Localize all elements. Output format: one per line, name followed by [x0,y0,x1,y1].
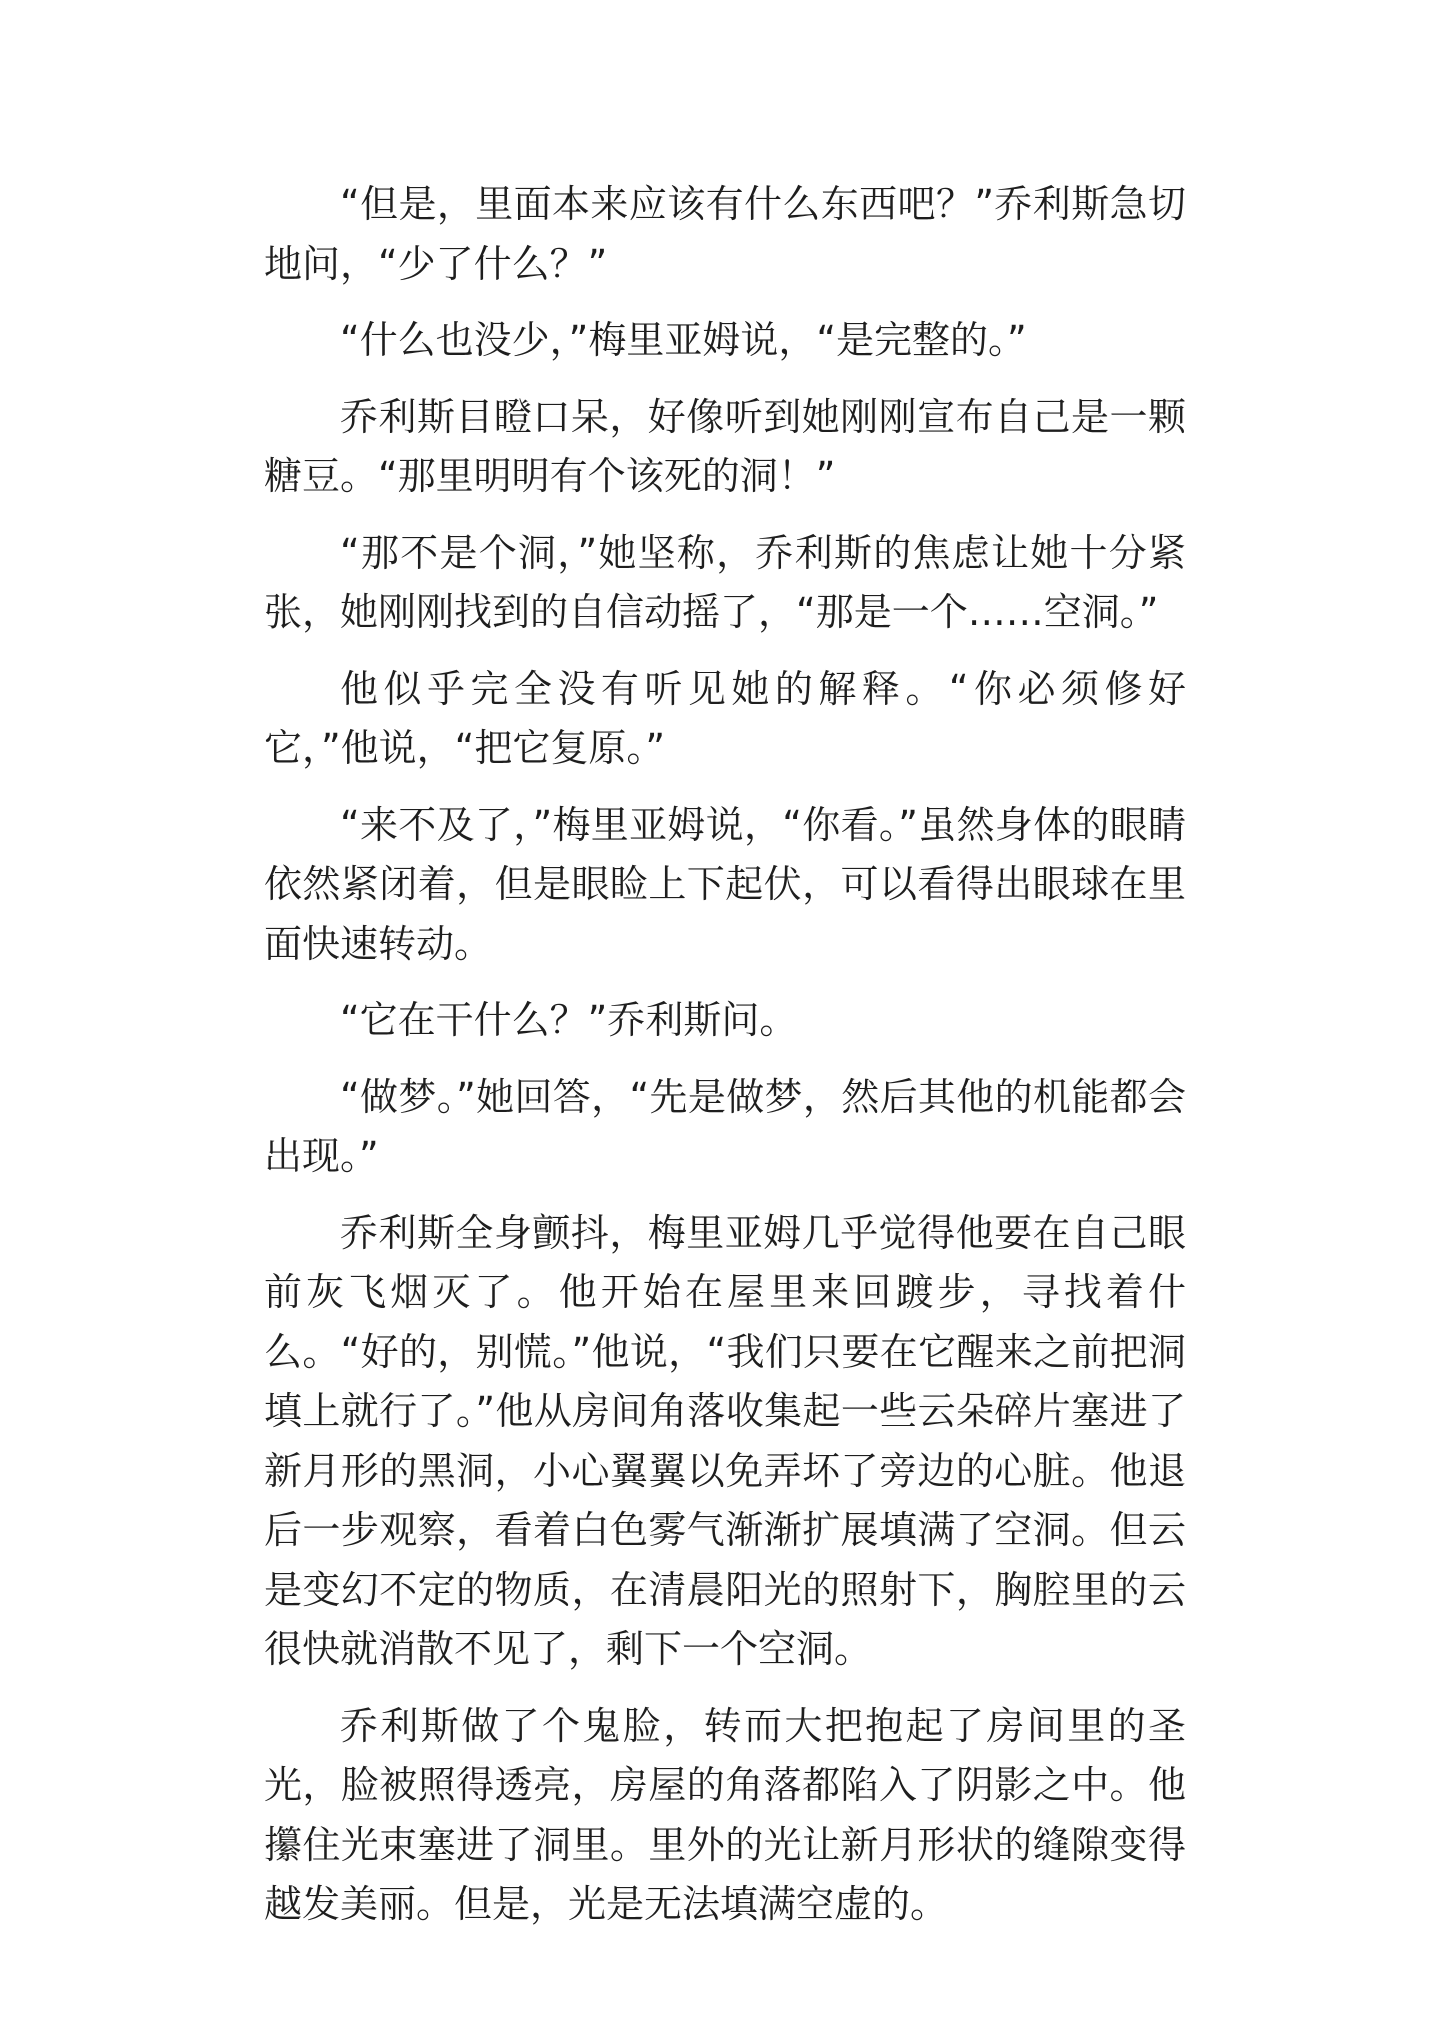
paragraph-1: “但是，里面本来应该有什么东西吧？”乔利斯急切地问，“少了什么？” [264,182,1186,286]
paragraph-6: “来不及了，”梅里亚姆说，“你看。”虽然身体的眼睛依然紧闭着，但是眼睑上下起伏，可以看得出眼球在里面快速转动。 [264,802,1186,966]
paragraph-5: 他似乎完全没有听见她的解释。“你必须修好它，”他说，“把它复原。” [264,666,1186,770]
body-text [264,175,1186,1952]
paragraph-4: “那不是个洞，”她坚称，乔利斯的焦虑让她十分紧张，她刚刚找到的自信动摇了，“那是一个……空洞。” [264,530,1186,634]
paragraph-8: “做梦。”她回答，“先是做梦，然后其他的机能都会出现。” [264,1074,1186,1178]
paragraph-7: “它在干什么？”乔利斯问。 [340,998,798,1042]
paragraph-9: 乔利斯全身颤抖，梅里亚姆几乎觉得他要在自己眼前灰飞烟灭了。他开始在屋里来回踱步，寻找着什么。“好的，别慌。”他说，“我们只要在它醒来之前把洞填上就行了。”他从房间角落收集起一些云朵碎片塞进了新月形的黑洞，小心翼翼以免弄坏了旁边的心脏。他退后一步观察，看着白色雾气渐渐扩展填满了空洞。但云是变幻不定的物质，在清晨阳光的照射下，胸腔里的云很快就消散不见了，剩下一个空洞。 [264,1210,1186,1671]
paragraph-3: 乔利斯目瞪口呆，好像听到她刚刚宣布自己是一颗糖豆。“那里明明有个该死的洞！” [264,394,1186,498]
paragraph-2: “什么也没少，”梅里亚姆说，“是完整的。” [340,318,1027,362]
paragraph-10: 乔利斯做了个鬼脸，转而大把抱起了房间里的圣光，脸被照得透亮，房屋的角落都陷入了阴影之中。他攥住光束塞进了洞里。里外的光让新月形状的缝隙变得越发美丽。但是，光是无法填满空虚的。 [264,1703,1186,1926]
